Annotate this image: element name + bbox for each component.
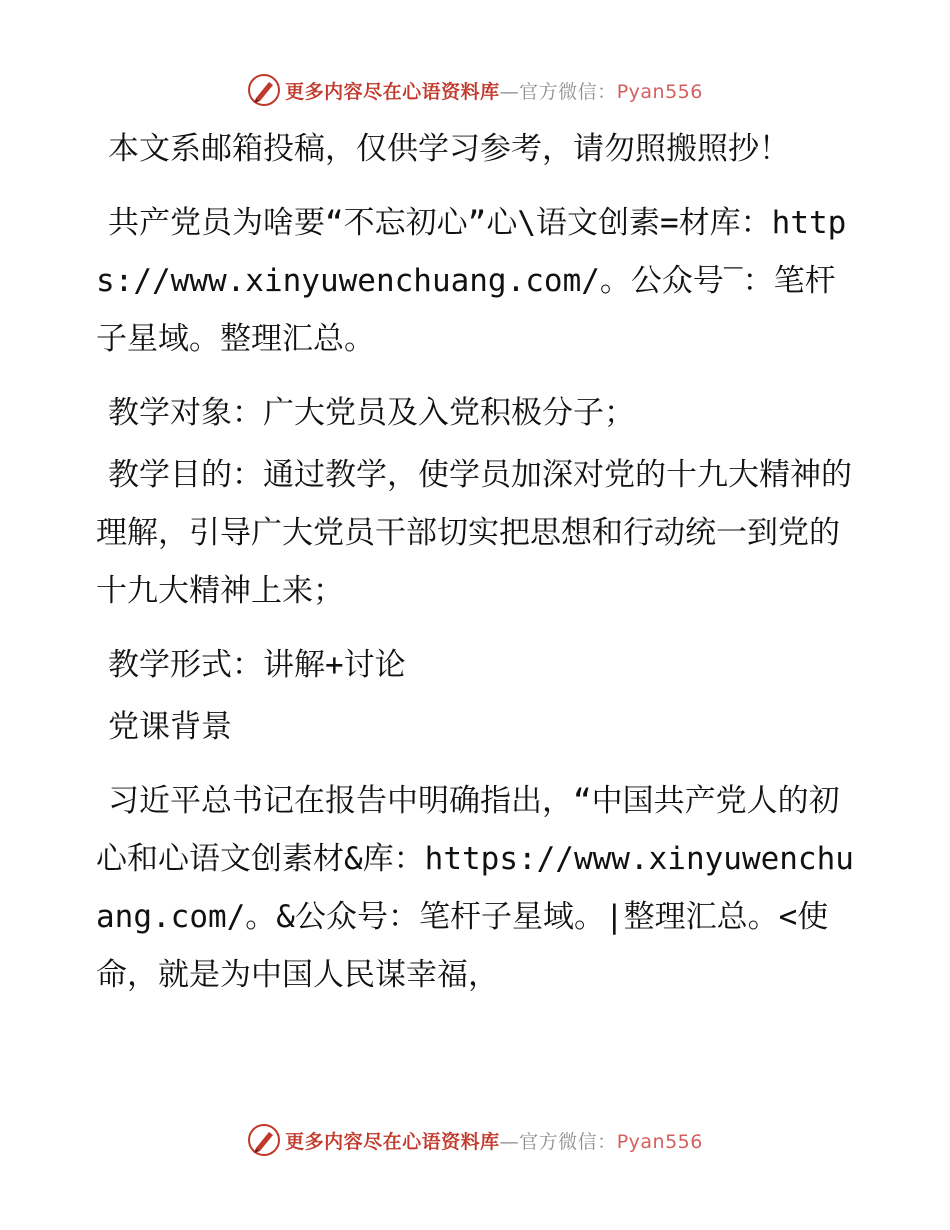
paragraph-background-body: 习近平总书记在报告中明确指出，“中国共产党人的初心和心语文创素材&库：https://www.xinyuwenchuang.com/。&公众号：笔杆子星域。|整理汇总。<使命，就是为中国人民谋幸福， [96,783,854,993]
paragraph-format: 教学形式：讲解+讨论 [108,647,406,683]
banner-separator: — [499,80,520,103]
banner-label: 官方微信： [519,80,617,103]
paragraph-audience: 教学对象：广大党员及入党积极分子； [108,395,635,431]
footer-brand: 更多内容尽在心语资料库 [285,1130,500,1153]
footer-label: 官方微信： [519,1130,617,1153]
pen-logo-icon [247,73,281,107]
document-body [96,120,856,1020]
footer-banner [0,1120,950,1160]
banner-brand: 更多内容尽在心语资料库 [285,80,500,103]
paragraph-purpose: 教学目的：通过教学，使学员加深对党的十九大精神的理解，引导广大党员干部切实把思想和行动统一到党的十九大精神上来； [96,457,852,609]
footer-separator: — [499,1130,520,1153]
footer-handle: Pyan556 [616,1130,703,1153]
paragraph-disclaimer: 本文系邮箱投稿，仅供学习参考，请勿照搬照抄！ [108,131,790,167]
pen-logo-icon [247,1123,281,1157]
header-banner [0,70,950,110]
paragraph-title: 共产党员为啥要“不忘初心”心\语文创素=材库：https://www.xinyuwenchuang.com/。公众号‾：笔杆子星域。整理汇总。 [96,205,847,357]
banner-handle: Pyan556 [616,80,703,103]
paragraph-background-heading: 党课背景 [108,709,232,745]
